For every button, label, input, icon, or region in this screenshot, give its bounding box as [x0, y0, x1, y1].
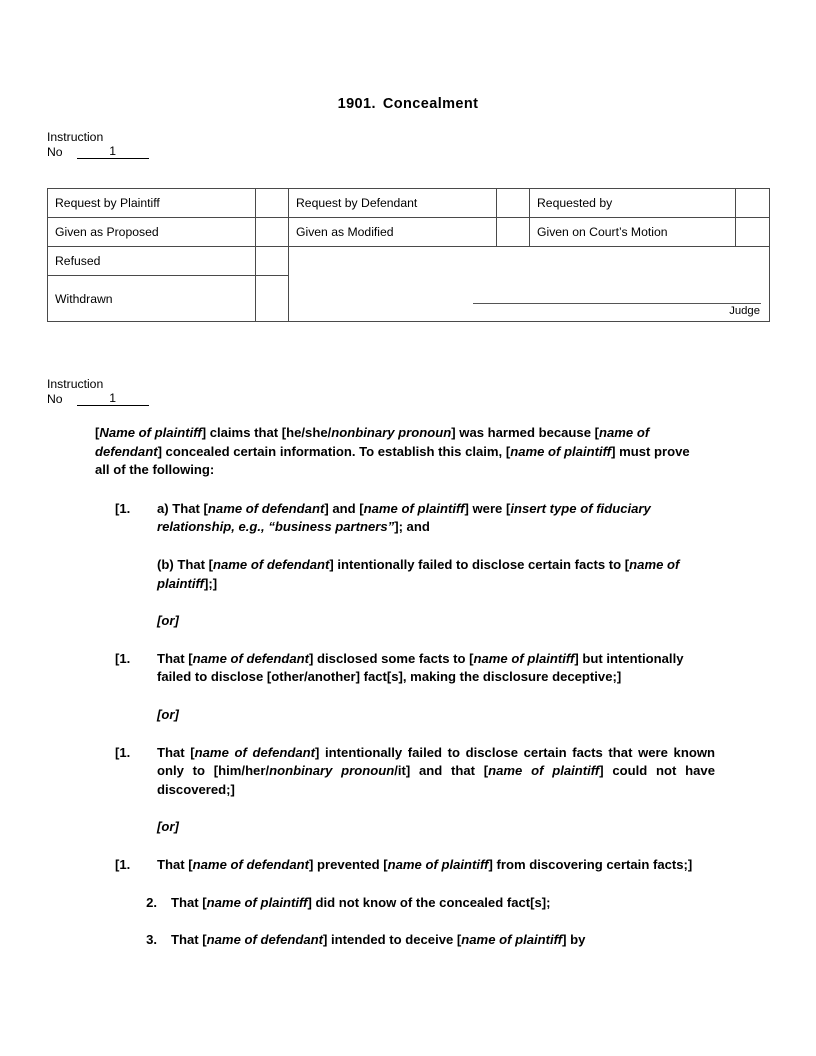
- instruction-number-block-top: [47, 130, 149, 160]
- placeholder-text: name of defendant: [207, 500, 325, 516]
- placeholder-text: name of defendant: [213, 556, 330, 572]
- list-item-text: That [name of defendant] intentionally failed to disclose certain facts that were known only to [him/her/nonbinary pronoun/it] and that [name of plaintiff] could not have discovered;]: [157, 744, 716, 797]
- checkbox-refused[interactable]: [256, 247, 289, 276]
- elements-list: [0, 500, 816, 969]
- list-item: [115, 556, 715, 593]
- checkbox-requested-by[interactable]: [736, 189, 770, 218]
- instruction-body: [0, 424, 816, 969]
- list-item-marker: [115, 556, 157, 593]
- placeholder-text: name of defendant: [95, 425, 650, 459]
- checkbox-withdrawn[interactable]: [256, 276, 289, 322]
- checkbox-given-on-courts-motion[interactable]: [736, 218, 770, 247]
- table-row: [48, 218, 770, 247]
- placeholder-text: name of plaintiff: [206, 894, 308, 910]
- placeholder-text: name of defendant: [192, 650, 310, 666]
- list-item-text: That [name of defendant] disclosed some facts to [name of plaintiff] but intentionally failed to disclose [other/another] fact[s], making the disclosure deceptive;]: [157, 650, 684, 685]
- list-item-marker: [1.: [115, 856, 131, 872]
- instruction-no-label: No: [47, 392, 63, 406]
- list-item-marker: [1.: [115, 500, 131, 516]
- instruction-number-field[interactable]: 1: [77, 391, 149, 406]
- list-item-text: That [name of plaintiff] did not know of the concealed fact[s];: [171, 894, 551, 910]
- checkbox-request-by-plaintiff[interactable]: [256, 189, 289, 218]
- placeholder-text: name of defendant: [192, 856, 310, 872]
- placeholder-text: insert type of fiduciary relationship, e.g., “business partners”: [157, 500, 651, 535]
- judge-signature-cell: [289, 247, 770, 322]
- placeholder-text: name of plaintiff: [363, 500, 465, 516]
- list-item-text: That [name of defendant] intended to deceive [name of plaintiff] by: [171, 932, 586, 948]
- instruction-label: Instruction: [47, 377, 104, 391]
- table-row: [48, 189, 770, 218]
- placeholder-text: nonbinary pronoun: [269, 763, 395, 779]
- cell-given-as-modified: Given as Modified: [289, 218, 497, 247]
- instruction-number-field[interactable]: 1: [77, 144, 149, 159]
- list-item: [115, 894, 715, 913]
- checkbox-given-as-modified[interactable]: [497, 218, 530, 247]
- alternative-separator: [or]: [157, 706, 179, 722]
- list-item-text: a) That [name of defendant] and [name of plaintiff] were [insert type of fiduciary relationship, e.g., “business partners”]; and: [157, 500, 651, 535]
- disposition-table: [47, 188, 770, 322]
- cell-given-as-proposed: Given as Proposed: [48, 218, 256, 247]
- judge-signature-label: Judge: [729, 305, 760, 317]
- page-title-number: 1901.: [337, 96, 376, 112]
- placeholder-text: name of defendant: [206, 932, 324, 948]
- cell-requested-by: Requested by: [530, 189, 736, 218]
- list-item: [115, 931, 715, 950]
- list-item: [115, 744, 715, 800]
- judge-signature-line[interactable]: [473, 302, 761, 304]
- placeholder-text: nonbinary pronoun: [331, 425, 452, 440]
- list-item-marker: [1.: [115, 650, 131, 666]
- list-item-marker: [1.: [115, 744, 131, 760]
- placeholder-text: name of defendant: [194, 744, 316, 760]
- lead-paragraph: [Name of plaintiff] claims that [he/she/nonbinary pronoun] was harmed because [name of defendant] concealed certain information. To establish this claim, [name of plaintiff] must prove all of the following:: [95, 425, 690, 478]
- list-item: [115, 856, 715, 875]
- table-row: [48, 247, 770, 276]
- placeholder-text: name of plaintiff: [473, 650, 575, 666]
- page-title: [0, 96, 816, 112]
- placeholder-text: name of plaintiff: [387, 856, 489, 872]
- list-item: [115, 650, 715, 687]
- placeholder-text: name of plaintiff: [510, 443, 612, 459]
- placeholder-text: Name of plaintiff: [99, 425, 202, 440]
- instruction-number-block-body: [47, 377, 149, 407]
- cell-withdrawn: Withdrawn: [48, 276, 256, 322]
- placeholder-text: name of plaintiff: [488, 763, 600, 779]
- instruction-no-label: No: [47, 145, 63, 159]
- page-title-text: Concealment: [382, 96, 479, 112]
- cell-request-by-defendant: Request by Defendant: [289, 189, 497, 218]
- alternative-separator: [or]: [157, 819, 179, 835]
- list-item-marker: 3.: [146, 932, 157, 948]
- alternative-separator: [or]: [157, 613, 179, 629]
- checkbox-given-as-proposed[interactable]: [256, 218, 289, 247]
- checkbox-request-by-defendant[interactable]: [497, 189, 530, 218]
- list-item-text: (b) That [name of defendant] intentionally failed to disclose certain facts to [name of plaintiff];]: [157, 556, 680, 591]
- list-item-text: That [name of defendant] prevented [name of plaintiff] from discovering certain facts;]: [157, 856, 693, 872]
- cell-refused: Refused: [48, 247, 256, 276]
- placeholder-text: name of plaintiff: [157, 556, 680, 591]
- cell-given-on-courts-motion: Given on Court’s Motion: [530, 218, 736, 247]
- cell-request-by-plaintiff: Request by Plaintiff: [48, 189, 256, 218]
- list-item: [115, 500, 715, 537]
- list-item-marker: 2.: [146, 894, 157, 910]
- placeholder-text: name of plaintiff: [461, 932, 563, 948]
- instruction-label: Instruction: [47, 130, 104, 144]
